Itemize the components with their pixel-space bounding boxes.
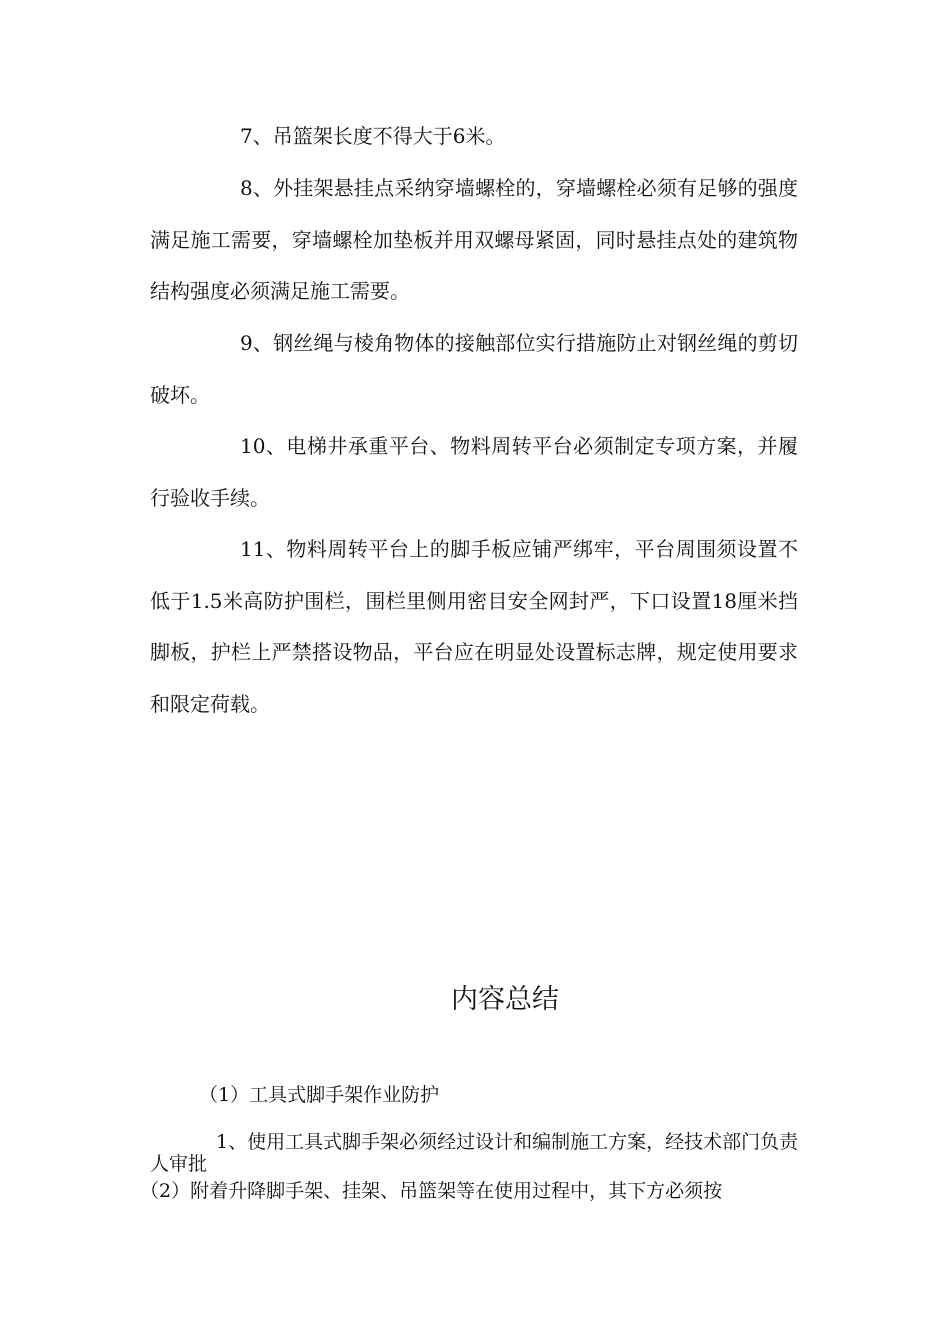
summary-item-1: 1、使用工具式脚手架必须经过设计和编制施工方案，经技术部门负责人审批 [150, 1131, 799, 1175]
paragraph-8: 8、外挂架悬挂点采纳穿墙螺栓的，穿墙螺栓必须有足够的强度满足施工需要，穿墙螺栓加垫板并用双螺母紧固，同时悬挂点处的建筑物结构强度必须满足施工需要。 [150, 176, 798, 303]
summary-item-2: （2）附着升降脚手架、挂架、吊篮架等在使用过程中，其下方必须按 [140, 1180, 723, 1202]
paragraph-10: 10、电梯井承重平台、物料周转平台必须制定专项方案，并履行验收手续。 [150, 434, 798, 510]
paragraph-9: 9、钢丝绳与棱角物体的接触部位实行措施防止对钢丝绳的剪切破坏。 [150, 331, 798, 407]
summary-title: 内容总结 [451, 984, 559, 1015]
summary-heading: （1）工具式脚手架作业防护 [199, 1084, 440, 1106]
paragraph-7: 7、吊篮架长度不得大于6米。 [240, 124, 506, 148]
paragraph-11: 11、物料周转平台上的脚手板应铺严绑牢，平台周围须设置不低于1.5米高防护围栏，围栏里侧用密目安全网封严，下口设置18厘米挡脚板，护栏上严禁搭设物品，平台应在明显处设置标志牌，规定使用要求和限定荷载。 [150, 537, 798, 716]
